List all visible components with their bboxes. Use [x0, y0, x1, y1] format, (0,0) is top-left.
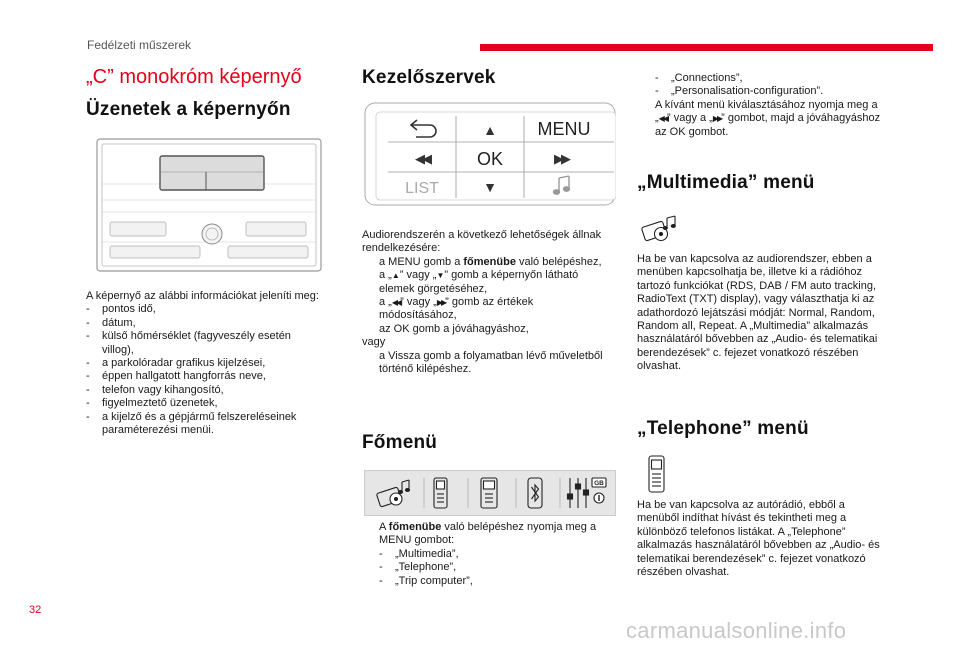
- list-item: - éppen hallgatott hangforrás neve,: [86, 370, 266, 383]
- telephone-title: „Telephone” menü: [637, 418, 809, 439]
- list-item: - „Connections”,: [655, 72, 743, 84]
- list-item: - dátum,: [86, 316, 136, 329]
- multimedia-text: Ha be van kapcsolva az audiorendszer, ebben a menüben kapcsolhatja be, illetve ki a rádióhoz tartozó funkciókat (RDS, DAB / FM auto tracking, RadioText (TXT) display), vagy választhatja ki az adathordozó lejátszási módját: Normal, Random, Random all, Repeat. A „Multimedia” alkalmazás használatáról bővebben az „Audio- és telematikai berendezések” c. fejezet vonatkozó részében olvashat.: [637, 253, 878, 373]
- radio-display-illustration: [96, 138, 322, 272]
- list-item: - „Personalisation-configuration”.: [655, 85, 824, 98]
- list-item: - a kijelző és a gépjármű felszereléseinek paraméterezési menüi.: [86, 410, 297, 437]
- list-item: - külső hőmérséklet (fagyveszély esetén villog),: [86, 330, 291, 356]
- col1-subtitle: Üzenetek a képernyőn: [86, 99, 291, 120]
- main-menu-title: Főmenü: [362, 432, 438, 453]
- list-item: - „Multimedia”,: [379, 547, 459, 560]
- list-item: az OK gomb a jóváhagyáshoz,: [379, 322, 529, 335]
- down-arrow-icon: ▼: [483, 179, 497, 195]
- main-menu-icons: [364, 470, 616, 516]
- prev-icon: ◀◀: [415, 151, 429, 166]
- list-label: LIST: [405, 180, 439, 197]
- list-item: a MENU gomb a főmenübe való belépéshez,: [379, 255, 602, 268]
- list-item: - a parkolóradar grafikus kijelzései,: [86, 357, 266, 370]
- multimedia-icon: [641, 212, 681, 244]
- watermark: carmanualsonline.info: [626, 618, 847, 643]
- control-panel-illustration: [364, 102, 616, 206]
- list-item: - figyelmeztető üzenetek,: [86, 397, 218, 410]
- or-text: vagy: [362, 336, 386, 349]
- ok-label: OK: [476, 149, 504, 169]
- telephone-text: Ha be van kapcsolva az autórádió, ebből a menüből indíthat hívást és tekintheti meg a különböző telefonos listákat. A „Telephone” alkalmazás használatáról bővebben az „Audio- és telematikai berendezések” c. fejezet vonatkozó részében olvashat.: [637, 499, 880, 579]
- next-icon: ▶▶: [554, 151, 568, 166]
- col2-title: Kezelőszervek: [362, 67, 496, 88]
- list-item: a „◀◀” vagy „▶▶” gomb az értékek módosításához,: [379, 296, 534, 322]
- up-arrow-icon: ▲: [483, 122, 497, 138]
- section-title: Fedélzeti műszerek: [87, 38, 192, 52]
- header-accent-bar: [480, 44, 933, 51]
- list-item: - „Trip computer”,: [379, 574, 473, 587]
- col1-title: „C” monokróm képernyő: [86, 66, 302, 88]
- list-item: - „Telephone”,: [379, 561, 457, 574]
- list-item: - pontos idő,: [86, 303, 156, 316]
- list-item: - telefon vagy kihangosító,: [86, 383, 224, 396]
- list-item: A főmenübe való belépéshez nyomja meg a MENU gombot:: [379, 521, 597, 547]
- list-item: a „▲” vagy „▼” gomb a képernyőn látható elemek görgetéséhez,: [379, 269, 579, 295]
- list-item: A kívánt menü kiválasztásához nyomja meg a „◀◀” vagy a „▶▶” gombot, majd a jóváhagyáshoz az OK gombot.: [655, 98, 881, 138]
- telephone-icon: [645, 454, 669, 494]
- multimedia-title: „Multimedia” menü: [637, 172, 815, 193]
- menu-label: MENU: [537, 119, 591, 139]
- col2-intro: Audiorendszerén a következő lehetőségek állnak rendelkezésére:: [362, 229, 602, 255]
- col1-intro: A képernyő az alábbi információkat jeleníti meg:: [86, 290, 319, 302]
- page-number: 32: [29, 604, 42, 616]
- list-item: a Vissza gomb a folyamatban lévő műveletből történő kilépéshez.: [379, 349, 603, 376]
- gb-label: GB: [594, 480, 604, 487]
